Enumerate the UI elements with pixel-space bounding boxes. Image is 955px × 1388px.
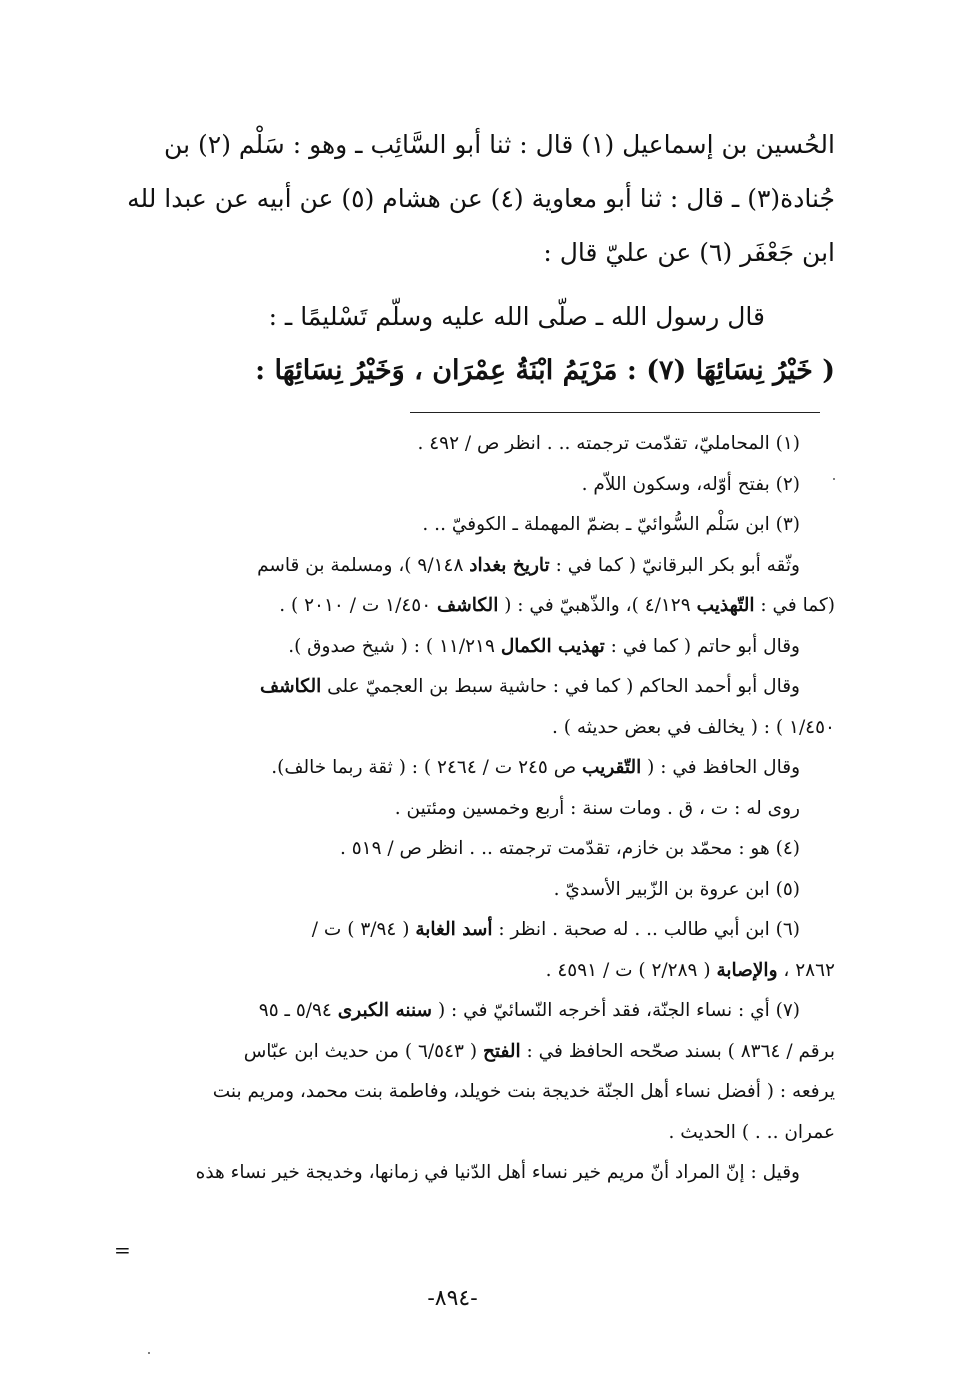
footnote-1: (١) المحامليّ، تقدّمت ترجمته .. . انظر ص / ٤٩٢ . [417, 433, 800, 454]
scan-speck [833, 478, 835, 480]
footnote-3-line: وقال أبو أحمد الحاكم ( كما في : حاشية سبط بن العجميّ على الكاشف [259, 676, 800, 697]
footnote-3-line: وقال الحافظ في : ( التّقريب ص ٢٤٥ ت / ٢٤٦٤ ) : ( ثقة ربما خالف). [271, 757, 800, 778]
hadith-text: ( خَيْرُ نِسَائِهَا (٧) : مَرْيَمُ ابْنَةُ عِمْرَان ، وَخَيْرُ نِسَائِهَا : [255, 355, 835, 386]
footnote-7-line: عمران .. . ) الحديث . [668, 1121, 835, 1143]
main-line: قال رسول الله ـ صلّى الله عليه وسلّم تَسْليمًا ـ : [268, 302, 765, 331]
footnote-4: (٤) هو : محمّد بن خازم، تقدّمت ترجمته .. . انظر ص / ٥١٩ . [339, 838, 800, 859]
scan-speck [148, 1352, 150, 1354]
footnote-3-line: وثّقه أبو بكر البرقانيّ ( كما في : تاريخ بغداد ٩/١٤٨ )، ومسلمة بن قاسم [257, 554, 800, 576]
footnote-3-line: (كما في : التّهذيب ٤/١٢٩ )، والذّهبيّ في : ( الكاشف ١/٤٥٠ ت / ٢٠١٠ ) . [279, 595, 835, 616]
footnote-7-line: يرفعه : ( أفضل نساء أهل الجنّة خديجة بنت خويلد، وفاطمة بنت محمد، ومريم بنت [212, 1081, 835, 1102]
footnote-5: (٥) ابن عروة بن الزّبير الأسديّ . [553, 878, 800, 900]
footnote-7: (٧) أي : نساء الجنّة، فقد أخرجه النّسائيّ في : ( سننه الكبرى ٥/٩٤ ـ ٩٥ [258, 1000, 800, 1021]
continuation-mark: = [114, 1238, 131, 1262]
main-line: الحُسين بن إسماعيل (١) قال : ثنا أبو السَّائِب ـ وهو : سَلْم (٢) بن [164, 130, 835, 159]
footnote-2: (٢) بفتح أوّله، وسكون اللاّم . [581, 473, 800, 495]
main-text [105, 118, 835, 398]
footnote-3: (٣) ابن سَلْم السُّوائيّ ـ بضمّ المهملة ـ الكوفيّ .. . [422, 514, 800, 535]
main-line: ابن جَعْفَر (٦) عن عليّ قال : [543, 238, 835, 267]
footnote-6-line: ٢٨٦٢ ، والإصابة ( ٢/٢٨٩ ) ت / ٤٥٩١ . [545, 959, 835, 981]
page-number: -٨٩٤- [427, 1286, 478, 1311]
footnote-3-line: وقال أبو حاتم ( كما في : تهذيب الكمال ١١/٢١٩ ) : ( شيخ صدوق ). [288, 635, 800, 657]
main-line: جُنادة(٣) ـ قال : ثنا أبو معاوية (٤) عن هشام (٥) عن أبيه عن عبدا لله [127, 184, 835, 213]
footnotes [105, 424, 835, 1194]
footnote-3-line: ١/٤٥٠ ) : ( يخالف في بعض حديثه ) . [552, 716, 835, 738]
footnote-7-line: وقيل : إنّ المراد أنّ مريم خير نساء أهل الدّنيا في زمانها، وخديجة خير نساء هذه [195, 1162, 800, 1183]
footnote-separator [410, 412, 820, 413]
footnote-6: (٦) ابن أبي طالب .. . له صحبة . انظر : أسد الغابة ( ٣/٩٤ ) ت / [311, 919, 800, 940]
footnote-3-line: روى له : ت ، ق . ومات سنة : أربع وخمسين ومئتين . [394, 797, 800, 819]
footnote-7-line: برقم / ٨٣٦٤ ) بسند صحّحه الحافظ في : الفتح ( ٦/٥٤٣ ) من حديث ابن عبّاس [243, 1040, 835, 1062]
